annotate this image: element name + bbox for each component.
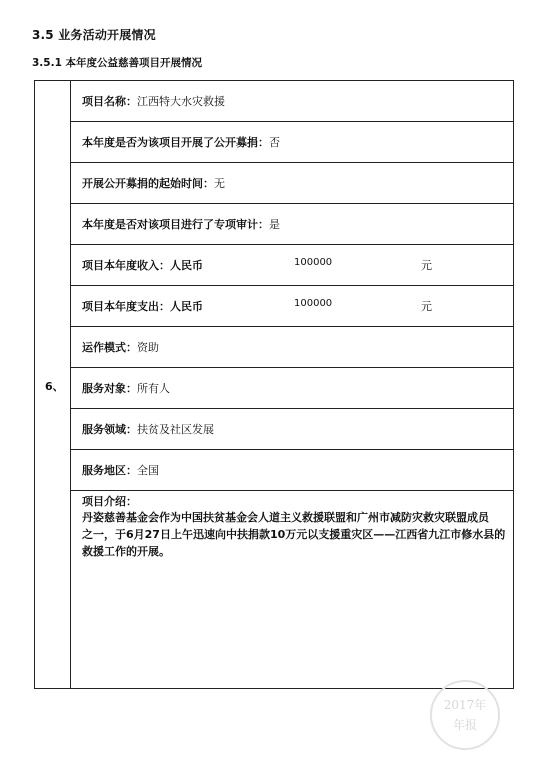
intro-line: 之一，于6月27日上午迅速向中扶捐款10万元以支援重灾区——江西省九江市修水县的 — [82, 528, 506, 541]
intro-line: 丹姿慈善基金会作为中国扶贫基金会人道主义救援联盟和广州市减防灾救灾联盟成员 — [82, 511, 489, 524]
service-region-label: 服务地区： — [82, 464, 137, 477]
row-service-target — [71, 368, 513, 409]
annual-report-watermark — [430, 680, 500, 750]
service-field-label: 服务领域： — [82, 423, 137, 436]
service-target-value: 所有人 — [137, 382, 170, 395]
section-title: 3.5 业务活动开展情况 — [32, 28, 156, 42]
service-target-label: 服务对象： — [82, 382, 137, 395]
income-amount: 100000 — [294, 257, 333, 268]
special-audit-value: 是 — [269, 218, 280, 231]
intro-line: 救援工作的开展。 — [82, 545, 170, 558]
subsection-title: 3.5.1 本年度公益慈善项目开展情况 — [32, 57, 203, 69]
project-intro-cell — [71, 491, 513, 688]
row-project-name — [71, 81, 513, 122]
project-name-label: 项目名称： — [82, 95, 137, 108]
public-fundraising-value: 否 — [269, 136, 280, 149]
fundraising-start-value: 无 — [214, 177, 225, 190]
row-public-fundraising — [71, 122, 513, 163]
service-region-value: 全国 — [137, 464, 159, 477]
expense-label: 项目本年度支出：人民币 — [82, 300, 203, 313]
project-intro-text — [82, 509, 512, 560]
expense-unit: 元 — [421, 300, 432, 313]
fundraising-start-label: 开展公开募捐的起始时间： — [82, 177, 214, 190]
expense-amount: 100000 — [294, 298, 333, 309]
operation-mode-value: 资助 — [137, 341, 159, 354]
row-service-region — [71, 450, 513, 491]
watermark-label: 年报 — [452, 718, 477, 732]
row-special-audit — [71, 204, 513, 245]
row-operation-mode — [71, 327, 513, 368]
project-name-value: 江西特大水灾救援 — [137, 95, 225, 108]
row-index: 6、 — [45, 380, 64, 393]
watermark-year: 2017年 — [443, 698, 487, 712]
row-fundraising-start — [71, 163, 513, 204]
special-audit-label: 本年度是否对该项目进行了专项审计： — [82, 218, 269, 231]
service-field-value: 扶贫及社区发展 — [137, 423, 214, 436]
row-index-cell — [35, 81, 71, 688]
row-income — [71, 245, 513, 286]
row-expense — [71, 286, 513, 327]
operation-mode-label: 运作模式： — [82, 341, 137, 354]
income-unit: 元 — [421, 259, 432, 272]
project-table — [34, 80, 514, 689]
project-intro-label: 项目介绍： — [82, 495, 137, 508]
row-service-field — [71, 409, 513, 450]
public-fundraising-label: 本年度是否为该项目开展了公开募捐： — [82, 136, 269, 149]
income-label: 项目本年度收入：人民币 — [82, 259, 203, 272]
